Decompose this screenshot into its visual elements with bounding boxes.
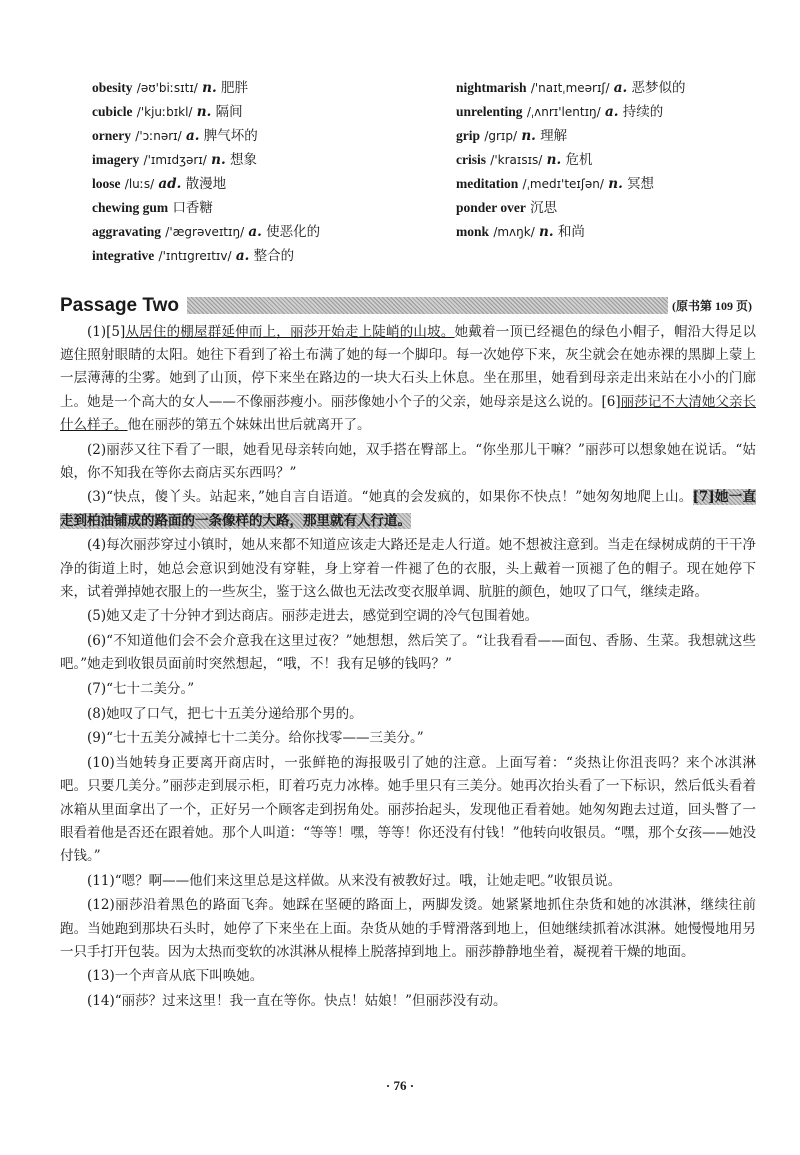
- paragraph: (13)一个声音从底下叫唤她。: [87, 968, 264, 985]
- vocab-meaning: 隔间: [215, 104, 243, 120]
- vocab-meaning: 危机: [565, 152, 593, 168]
- paragraph: (11)“嗯？啊——他们来这里总是这样做。从来没有被教好过。哦，让她走吧。”收银员说。: [87, 872, 622, 889]
- vocab-word: chewing gum: [92, 200, 169, 215]
- vocab-item: [456, 196, 686, 220]
- passage-body: [60, 321, 756, 1015]
- vocab-meaning: 散漫地: [185, 176, 227, 192]
- vocab-item: [92, 76, 320, 100]
- vocab-meaning: 整合的: [253, 248, 295, 264]
- vocab-item: [456, 76, 686, 100]
- vocab-item: [456, 124, 686, 148]
- vocab-pos: a.: [235, 248, 250, 264]
- vocab-item: [92, 196, 320, 220]
- page-number: · 76 ·: [385, 1078, 415, 1093]
- vocab-word: ponder over: [456, 200, 526, 215]
- paragraph-number: (1)[5]: [87, 324, 126, 340]
- vocab-pos: a.: [604, 104, 619, 120]
- highlighted-sentence: [7]她一直走到柏油铺成的路面的一条像样的大路，那里就有人行道。: [60, 489, 757, 529]
- vocab-item: [92, 172, 320, 196]
- vocab-word: integrative: [92, 248, 155, 263]
- passage-title: Passage Two: [60, 294, 187, 318]
- paragraph: [60, 321, 756, 437]
- paragraph: (8)她叹了口气，把七十五美分递给那个男的。: [87, 705, 363, 722]
- paragraph: (6)“不知道他们会不会介意我在这里过夜？”她想想，然后笑了。“让我看看——面包、香肠、生菜。我想就这些吧。”她走到收银员面前时突然想起，“哦，不！我有足够的钱吗？”: [60, 633, 756, 673]
- paragraph-text: 她戴着一顶已经褪色的绿色小帽子，帽沿大得足以遮住照射眼睛的太阳。她往下看到了裕土布满了她的每一个脚印。每一次她停下来，灰尘就会在她赤裸的黑脚上蒙上一层薄薄的尘雾。她到了山顶，停下来坐在路边的一块大石头上休息。坐在那里，她看到母亲走出来站在小小的门廊上。她是一个高大的女人——不像丽莎瘦小。丽莎像她小个子的父亲，她母亲是这么说的。[6]: [60, 324, 757, 410]
- vocab-list-left: [92, 76, 320, 268]
- paragraph-text: (3)“快点，傻丫头。站起来，”她自言自语道。“她真的会发疯的，如果你不快点！”她匆匆地爬上山。: [87, 489, 693, 506]
- paragraph: (9)“七十五美分减掉七十二美分。给你找零——三美分。”: [87, 730, 424, 747]
- vocab-word: imagery: [92, 152, 140, 167]
- vocab-pos: n.: [521, 128, 536, 144]
- vocab-word: crisis: [456, 152, 486, 167]
- vocab-word: grip: [456, 128, 481, 143]
- vocab-meaning: 想象: [229, 152, 257, 168]
- vocab-meaning: 沉思: [530, 200, 558, 216]
- vocab-phonetic: /ˌʌnrɪ'lentɪŋ/: [526, 105, 601, 119]
- vocab-item: [456, 220, 686, 244]
- vocab-word: nightmarish: [456, 80, 527, 95]
- underlined-sentence: 从居住的棚屋群延伸而上，丽莎开始走上陡峭的山坡。: [125, 324, 455, 340]
- vocab-pos: n.: [546, 152, 562, 168]
- vocab-item: [92, 148, 320, 172]
- paragraph: (4)每次丽莎穿过小镇时，她从来都不知道应该走大路还是走人行道。她不想被注意到。当走在绿树成荫的干干净净的街道上时，她总会意识到她没有穿鞋，身上穿着一件褪了色的衣服，头上戴着一顶褪了色的帽子。现在她停下来，试着弹掉她衣服上的一些灰尘，鉴于这么做也无法改变衣服单调、肮脏的颜色，她叹了口气，继续走路。: [60, 537, 756, 600]
- paragraph: (10)当她转身正要离开商店时，一张鲜艳的海报吸引了她的注意。上面写着：“炎热让你沮丧吗？来个冰淇淋吧。只要几美分。”丽莎走到展示柜，盯着巧克力冰棒。她手里只有三美分。她再次抬头看了一下标识，然后低头看着冰箱从里面拿出了一个，正好另一个顾客走到拐角处。丽莎抬起头，发现他正看着她。她匆匆跑去过道，回头瞥了一眼看着他是否还在跟着她。那个人叫道：“等等！嘿，等等！你还没有付钱！”他转向收银员。“嘿，那个女孩——她没付钱。”: [60, 755, 756, 864]
- vocab-word: obesity: [92, 80, 133, 95]
- vocab-phonetic: /luːs/: [124, 177, 155, 191]
- vocab-pos: a.: [248, 224, 262, 240]
- vocab-item: [92, 244, 320, 268]
- vocab-word: loose: [92, 176, 121, 191]
- vocab-meaning: 肥胖: [220, 80, 248, 96]
- vocab-meaning: 冥想: [627, 176, 655, 192]
- vocab-phonetic: /'ɪntɪgreɪtɪv/: [158, 249, 232, 263]
- paragraph: (2)丽莎又往下看了一眼，她看见母亲转向她，双手搭在臀部上。“你坐那儿干嘛？”丽莎可以想象她在说话。“姑娘，你不知我在等你去商店买东西吗？”: [60, 441, 756, 481]
- vocab-phonetic: /mʌŋk/: [493, 225, 535, 239]
- vocab-pos: n.: [211, 152, 226, 168]
- vocab-phonetic: /'ɔːnərɪ/: [135, 129, 182, 143]
- passage-heading: [60, 294, 756, 318]
- vocab-phonetic: /'ægrəveɪtɪŋ/: [165, 225, 245, 239]
- vocab-phonetic: /'kjuːbɪkl/: [136, 105, 193, 119]
- vocab-word: cubicle: [92, 104, 133, 119]
- vocab-meaning: 脾气坏的: [203, 128, 258, 144]
- vocab-item: [92, 124, 320, 148]
- underlined-sentence: 丽莎记不大清她父亲长什么样子。: [60, 393, 757, 433]
- paragraph: (7)“七十二美分。”: [87, 681, 195, 698]
- vocab-pos: a.: [613, 80, 628, 96]
- vocab-meaning: 恶梦似的: [631, 80, 686, 96]
- vocab-phonetic: /'kraɪsɪs/: [490, 153, 543, 167]
- vocab-pos: n.: [196, 104, 212, 120]
- vocab-word: unrelenting: [456, 104, 523, 119]
- paragraph: (5)她又走了十分钟才到达商店。丽莎走进去，感觉到空调的冷气包围着她。: [87, 608, 539, 625]
- vocab-pos: n.: [202, 80, 217, 96]
- page-reference: (原书第 109 页): [668, 296, 756, 316]
- vocab-item: [456, 172, 686, 196]
- vocab-meaning: 使恶化的: [266, 224, 321, 240]
- vocab-meaning: 持续的: [622, 104, 664, 120]
- vocab-item: [92, 220, 320, 244]
- vocab-word: ornery: [92, 128, 131, 143]
- vocab-phonetic: /ˌmedɪ'teɪʃən/: [522, 177, 604, 191]
- paragraph-text: 他在丽莎的第五个妹妹出世后就离开了。: [127, 416, 371, 433]
- vocab-phonetic: /'ɪmɪdʒərɪ/: [143, 153, 207, 167]
- paragraph: (12)丽莎沿着黑色的路面飞奔。她踩在坚硬的路面上，两脚发烫。她紧紧地抓住杂货和她的冰淇淋，继续往前跑。当她跑到那块石头时，她停了下来坐在上面。杂货从她的手臂滑落到地上，但她继续抓着冰淇淋。她慢慢地用另一只手打开包装。因为太热而变软的冰淇淋从棍棒上脱落掉到地上。丽莎静静地坐着，凝视着干燥的地面。: [60, 897, 756, 960]
- vocab-list-right: [456, 76, 686, 244]
- vocab-pos: a.: [185, 128, 200, 144]
- vocab-word: aggravating: [92, 224, 161, 239]
- vocab-phonetic: /'naɪtˌmeərɪʃ/: [530, 81, 610, 95]
- vocab-pos: n.: [539, 224, 554, 240]
- vocab-phonetic: /əʊ'biːsɪtɪ/: [136, 81, 198, 95]
- vocab-pos: n.: [608, 176, 623, 192]
- vocab-pos: ad.: [158, 176, 182, 192]
- vocab-phonetic: /grɪp/: [484, 129, 518, 143]
- vocab-word: meditation: [456, 176, 519, 191]
- vocab-item: [456, 148, 686, 172]
- vocab-meaning: 理解: [540, 128, 568, 144]
- vocab-item: [92, 100, 320, 124]
- vocab-meaning: 和尚: [557, 224, 585, 240]
- vocab-meaning: 口香糖: [172, 200, 213, 216]
- vocab-word: monk: [456, 224, 490, 239]
- paragraph: [60, 486, 756, 532]
- paragraph: (14)“丽莎？过来这里！我一直在等你。快点！姑娘！”但丽莎没有动。: [87, 993, 507, 1010]
- vocab-item: [456, 100, 686, 124]
